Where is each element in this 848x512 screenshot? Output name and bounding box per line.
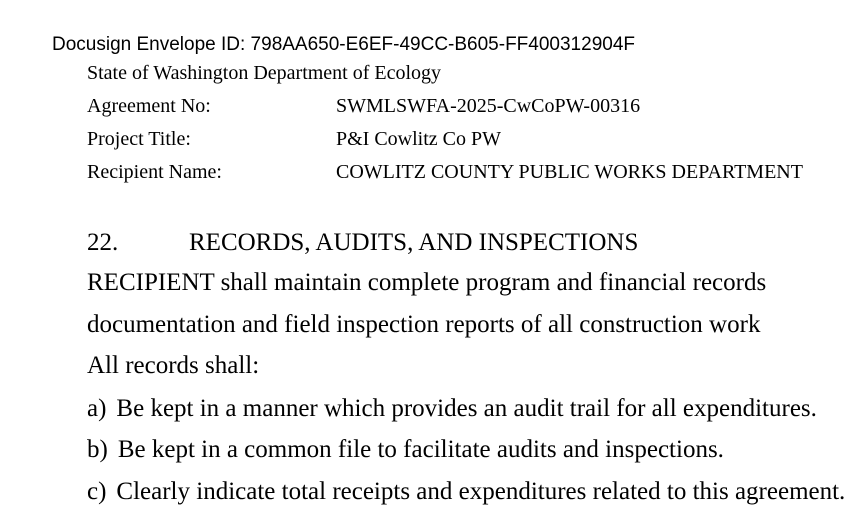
list-marker: b) — [87, 436, 108, 463]
section-number: 22. — [87, 229, 119, 256]
agreement-number-label: Agreement No: — [87, 95, 211, 117]
list-item-text: Be kept in a common file to facilitate audits and inspections. — [117, 436, 724, 463]
department-name: State of Washington Department of Ecology — [87, 62, 442, 84]
list-item-text: Clearly indicate total receipts and expenditures related to this agreement. — [116, 478, 846, 505]
docusign-envelope-id: Docusign Envelope ID: 798AA650-E6EF-49CC-B605-FF400312904F — [52, 34, 635, 55]
agreement-number-value: SWMLSWFA-2025-CwCoPW-00316 — [336, 95, 641, 117]
list-marker: c) — [87, 478, 107, 505]
project-title-value: P&I Cowlitz Co PW — [336, 128, 502, 150]
list-marker: a) — [87, 395, 107, 422]
list-item-b — [87, 435, 724, 465]
section-title: RECORDS, AUDITS, AND INSPECTIONS — [189, 229, 639, 256]
paragraph-line: RECIPIENT shall maintain complete program and financial records — [87, 269, 767, 296]
list-item-text: Be kept in a manner which provides an audit trail for all expenditures. — [116, 395, 817, 422]
paragraph-line: All records shall: — [87, 352, 260, 379]
recipient-name-value: COWLITZ COUNTY PUBLIC WORKS DEPARTMENT — [336, 161, 803, 183]
paragraph-line: documentation and field inspection reports of all construction work — [87, 311, 761, 338]
list-item-c — [87, 477, 845, 507]
recipient-name-label: Recipient Name: — [87, 161, 222, 183]
list-item-a — [87, 394, 817, 424]
project-title-label: Project Title: — [87, 128, 191, 150]
